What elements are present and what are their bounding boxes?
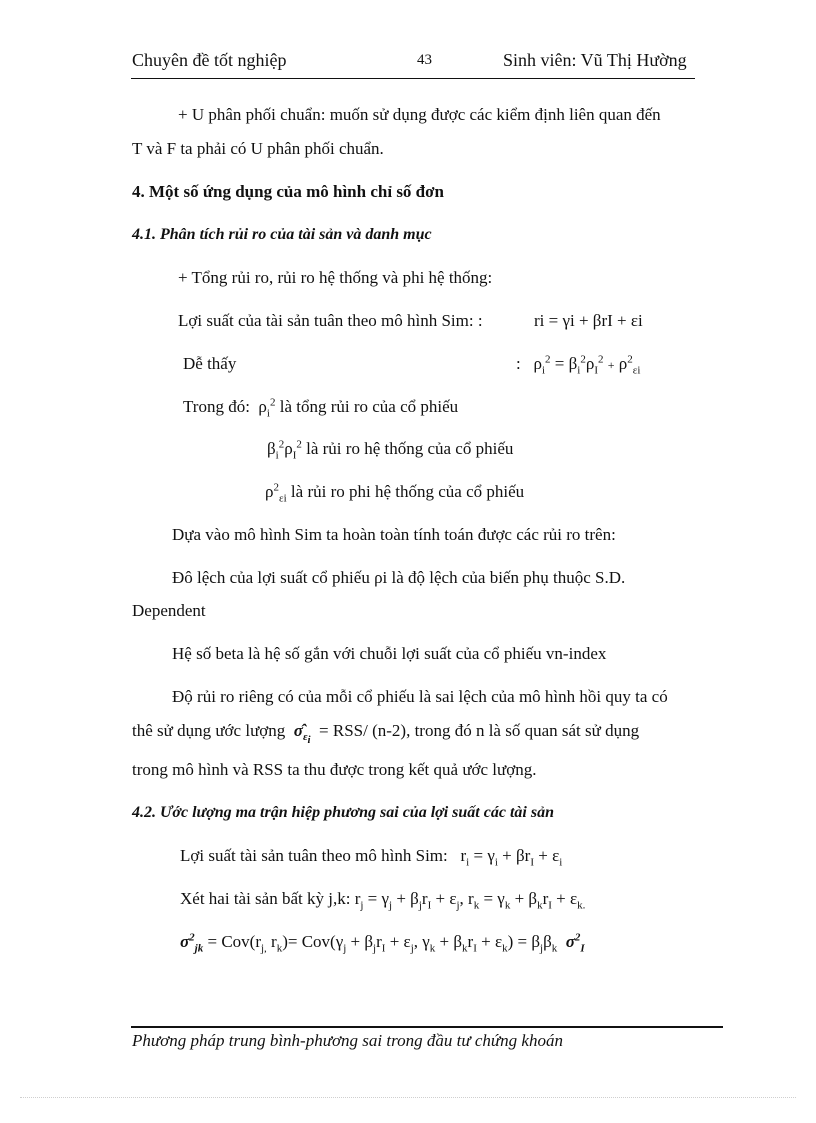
two-assets-line: Xét hai tài sản bất kỳ j,k: $r_j = \gamma_j + \beta_jr_I + \varepsilon_j$, $r_k = \gamma_k + \beta_kr_I + \varepsilon_{k.}$ — [180, 889, 586, 912]
where-total-risk: Trong đó: $\rho_i^2$ là tổng rủi ro của cổ phiếu — [183, 396, 459, 420]
specific-risk-line2: thê sử dụng ước lượng $\sigmâ_{\varepsilon_i} = RSS/$ (n-2), trong đó n là số quan sát sử dụng — [132, 721, 640, 747]
systematic-risk: $\beta_i^2\rho_I^2$ là rủi ro hệ thống của cổ phiếu — [267, 438, 514, 462]
section-heading-4: 4. Một số ứng dụng của mô hình chỉ số đơn — [132, 182, 445, 201]
sim-calc: Dựa vào mô hình Sim ta hoàn toàn tính toán được các rủi ro trên: — [172, 525, 616, 544]
total-risk-equation: : $\rho_i^2 = \beta_i^2\rho_I^2 + \rho^2_{\varepsilon i}$ — [516, 353, 641, 377]
deviation-line1: Đô lệch của lợi suất cổ phiếu ρi là độ lệch của biến phụ thuộc S.D. — [172, 568, 626, 587]
risk-intro: + Tổng rủi ro, rủi ro hệ thống và phi hệ thống: — [178, 268, 493, 287]
sim-return-formula: ri = γi + βrI + εi — [534, 311, 643, 330]
beta-text: Hệ số beta là hệ số gắn với chuỗi lợi suất của cổ phiếu vn-index — [172, 644, 607, 663]
sigma-epsilon-symbol: $\sigmâ_{\varepsilon_i}$ — [293, 721, 311, 747]
easy-to-see-text: Dễ thấy — [183, 354, 237, 373]
nonsystematic-risk: $\rho^2_{\varepsilon i}$ là rủi ro phi hệ thống của cổ phiếu — [265, 481, 525, 505]
footer-text: Phương pháp trung bình-phương sai trong đầu tư chứng khoán — [132, 1031, 563, 1050]
sim-return2-line: Lợi suất tài sản tuân theo mô hình Sim: $r_i = \gamma_i + \beta r_I + \varepsilon_i$ — [180, 846, 563, 869]
section-heading-4-1: 4.1. Phân tích rủi ro của tài sản và danh mục — [132, 226, 432, 243]
page-number: 43 — [417, 52, 432, 68]
deviation-line2: Dependent — [132, 601, 206, 620]
sim-return-line — [178, 311, 483, 331]
header-left: Chuyên đề tốt nghiệp — [132, 50, 287, 70]
page-bottom-dotted-line — [20, 1097, 796, 1098]
specific-risk-line3: trong mô hình và RSS ta thu được trong kết quả ước lượng. — [132, 760, 537, 779]
covariance-line: $\sigma^2_{jk} = Cov(r_{j,}$ $r_k)= Cov(\gamma_j + \beta_jr_I + \varepsilon_j$, $\gamma_k + \beta_kr_I + \varepsilon_k) = \beta_j\beta_k$ $\sigma^2_I$ — [180, 931, 585, 955]
specific-risk-line1: Độ rủi ro riêng có của mỗi cổ phiếu là sai lệch của mô hình hồi quy ta có — [172, 687, 668, 706]
paragraph-normality-line2: T và F ta phải có U phân phối chuẩn. — [132, 139, 384, 158]
header-right: Sinh viên: Vũ Thị Hường — [503, 50, 687, 70]
paragraph-normality-line1: + U phân phối chuẩn: muốn sử dụng được các kiểm định liên quan đến — [178, 105, 661, 124]
header-rule — [131, 78, 695, 79]
sim-return-text: Lợi suất của tài sản tuân theo mô hình Sim: : — [178, 311, 483, 330]
section-heading-4-2: 4.2. Ước lượng ma trận hiệp phương sai của lợi suất các tài sản — [132, 804, 554, 821]
footer-rule — [131, 1026, 723, 1028]
